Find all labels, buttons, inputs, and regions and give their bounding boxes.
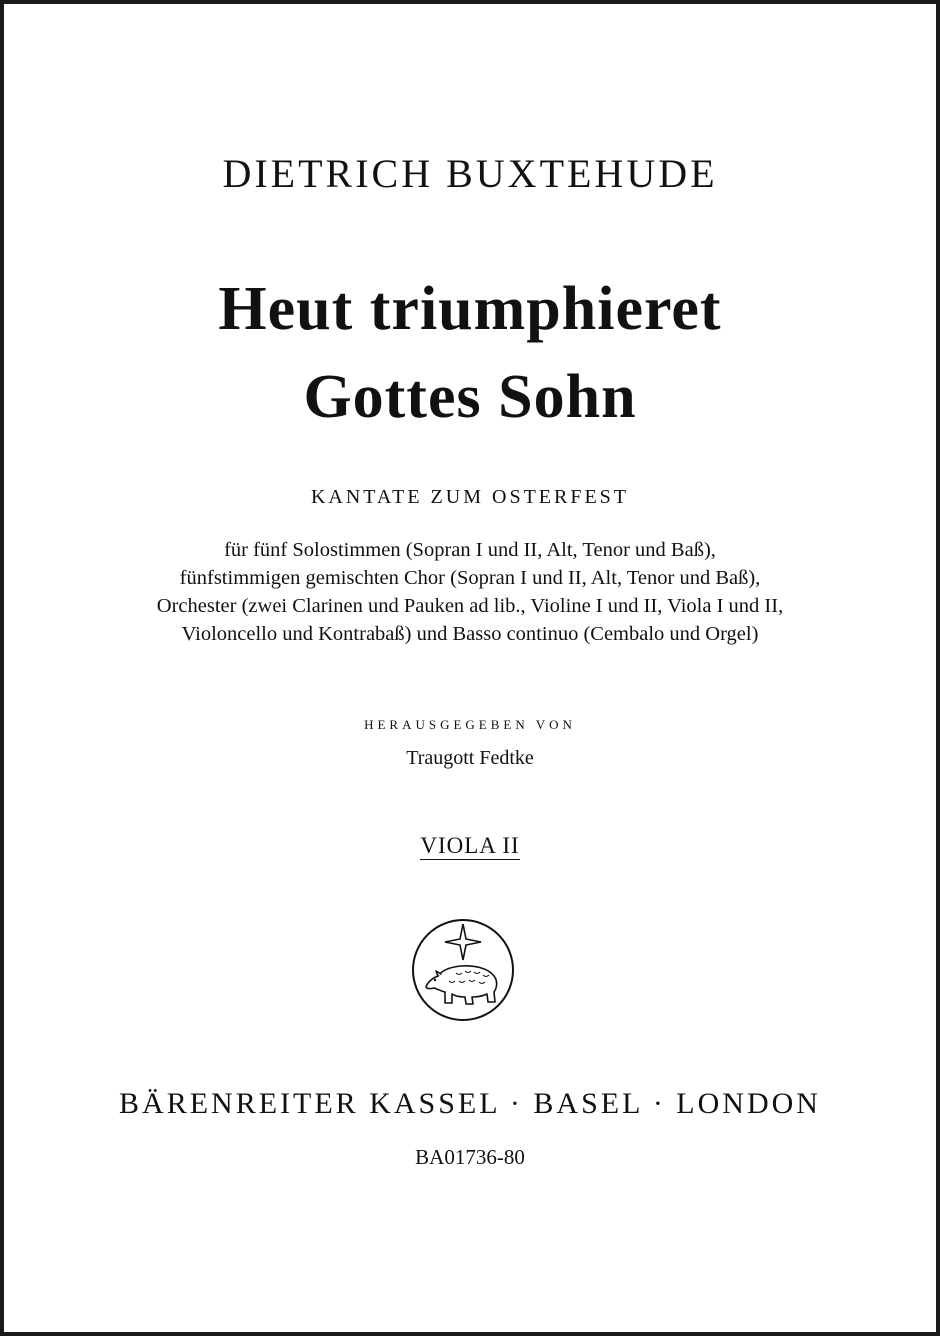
editor-name: Traugott Fedtke xyxy=(406,747,534,769)
part-name xyxy=(0,833,940,859)
publisher-imprint: BÄRENREITER KASSEL · BASEL · LONDON xyxy=(119,1087,821,1120)
part-label: VIOLA II xyxy=(420,833,520,858)
editor-label: HERAUSGEGEBEN VON xyxy=(364,717,576,732)
bear-and-star-logo-icon xyxy=(411,918,515,1022)
title-line-2: Gottes Sohn xyxy=(303,363,637,431)
title-line-1: Heut triumphieret xyxy=(218,275,722,343)
scoring-line-3: Orchester (zwei Clarinen und Pauken ad lib., Violine I und II, Viola I und II, xyxy=(156,595,784,617)
scoring-line-4: Violoncello und Kontrabaß) und Basso continuo (Cembalo und Orgel) xyxy=(181,623,759,645)
subtitle: KANTATE ZUM OSTERFEST xyxy=(310,486,630,508)
composer-name: DIETRICH BUXTEHUDE xyxy=(222,151,718,196)
scoring-line-1: für fünf Solostimmen (Sopran I und II, Alt, Tenor und Baß), xyxy=(224,539,716,561)
scoring-line-2: fünfstimmigen gemischten Chor (Sopran I und II, Alt, Tenor und Baß), xyxy=(179,567,761,589)
catalog-number: BA01736-80 xyxy=(415,1145,525,1169)
